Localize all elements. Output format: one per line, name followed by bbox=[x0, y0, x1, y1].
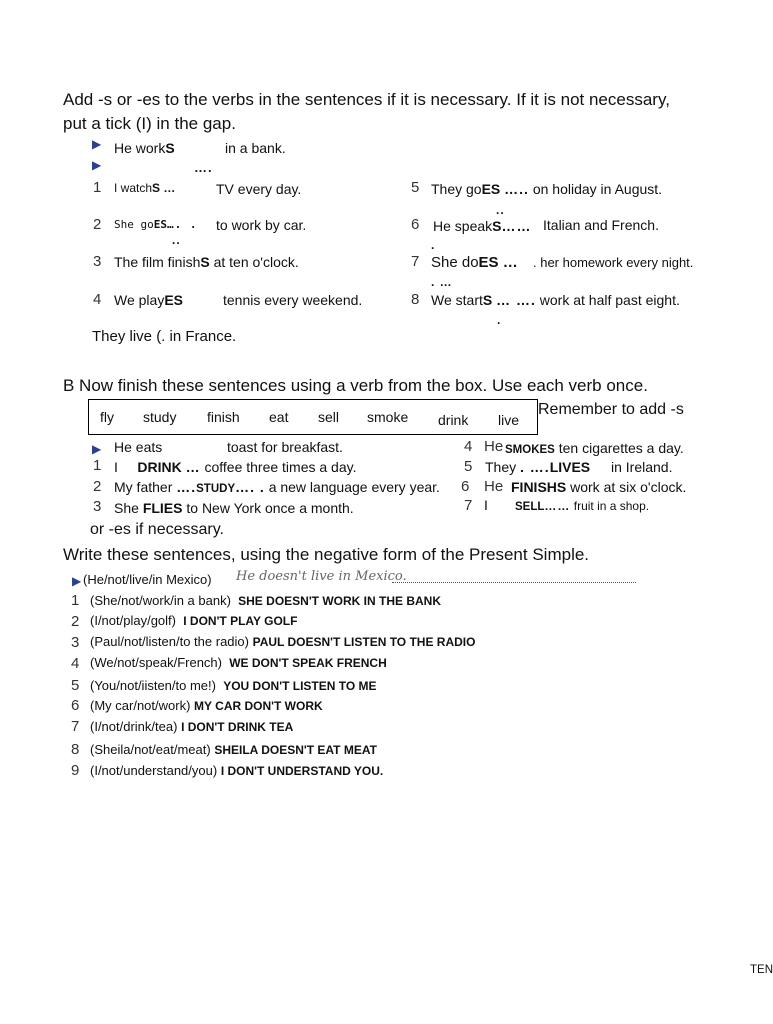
c-item-4: (We/not/speak/French) WE DON'T SPEAK FRENCH bbox=[90, 655, 387, 670]
a-item-7-rest: . her homework every night. bbox=[533, 255, 694, 270]
item-number: 7 bbox=[464, 497, 473, 514]
item-number: 5 bbox=[411, 179, 420, 196]
a-extra-line: They live (. in France. bbox=[92, 328, 237, 345]
item-number: 3 bbox=[93, 498, 102, 515]
a-item-3: The film finishS at ten o'clock. bbox=[114, 254, 299, 270]
a-item-1: I watchS … bbox=[114, 181, 177, 195]
item-number: 3 bbox=[93, 253, 102, 270]
a-item-5: They goES ….. on holiday in August. bbox=[431, 181, 663, 197]
item-number: 8 bbox=[71, 741, 80, 758]
a-item-8: We startS … …. work at half past eight. bbox=[431, 292, 680, 308]
item-number: 9 bbox=[71, 762, 80, 779]
section-a-instruction-2: put a tick (I) in the gap. bbox=[63, 114, 236, 133]
verb-sell: sell bbox=[318, 409, 340, 425]
b-item-7-lead: I bbox=[484, 497, 488, 513]
footer-text: TEN bbox=[750, 964, 773, 976]
a-item-6: He speakS…… bbox=[433, 218, 532, 234]
c-item-6: (My car/not/work) MY CAR DON'T WORK bbox=[90, 698, 323, 713]
b-item-1: I DRINK … coffee three times a day. bbox=[114, 459, 357, 475]
verb-study: study bbox=[143, 409, 177, 425]
item-number: 7 bbox=[411, 253, 420, 270]
item-number: 1 bbox=[71, 592, 80, 609]
c-item-8: (Sheila/not/eat/meat) SHEILA DOESN'T EAT MEAT bbox=[90, 742, 377, 757]
c-item-9: (I/not/understand/you) I DON'T UNDERSTAND YOU. bbox=[90, 763, 384, 778]
a-item-7-mark: . … bbox=[431, 275, 453, 289]
b-item-4: SMOKES ten cigarettes a day. bbox=[505, 440, 684, 456]
bullet-arrow-icon: ▶ bbox=[72, 574, 82, 588]
a-item-7: She doES … bbox=[431, 254, 519, 271]
item-number: 6 bbox=[71, 697, 80, 714]
a-item-6-mark: . bbox=[431, 238, 436, 252]
item-number: 1 bbox=[93, 457, 102, 474]
b-item-5-rest: in Ireland. bbox=[611, 459, 673, 475]
bullet-arrow-icon: ▶ bbox=[92, 158, 102, 172]
item-number: 6 bbox=[461, 478, 470, 495]
item-number: 2 bbox=[71, 613, 80, 630]
item-number: 2 bbox=[93, 216, 102, 233]
b-example-rest: toast for breakfast. bbox=[227, 439, 343, 455]
a-item-5-mark: .. bbox=[496, 203, 505, 217]
a-item-2-mark: .. bbox=[172, 233, 181, 247]
c-example-answer: He doesn't live in Mexico. bbox=[236, 569, 407, 584]
c-item-7: (I/not/drink/tea) I DON'T DRINK TEA bbox=[90, 719, 294, 734]
c-example-prompt: (He/not/live/in Mexico) bbox=[83, 572, 212, 587]
answer-dotted-line bbox=[392, 582, 636, 583]
verb-eat: eat bbox=[269, 409, 289, 425]
section-a-instruction-1: Add -s or -es to the verbs in the sentences if it is necessary. If it is not necessary, bbox=[63, 90, 670, 109]
item-number: 4 bbox=[93, 291, 102, 308]
c-item-3: (Paul/not/listen/to the radio) PAUL DOESN'T LISTEN TO THE RADIO bbox=[90, 634, 476, 649]
b-item-2: My father ….STUDY…. . a new language every year. bbox=[114, 479, 440, 495]
a-item-8-mark: . bbox=[497, 313, 502, 327]
b-item-6-lead: He bbox=[484, 478, 504, 495]
remember-note-2: or -es if necessary. bbox=[90, 521, 224, 538]
remember-note: Remember to add -s bbox=[538, 401, 684, 418]
a-item-4: We playES bbox=[114, 292, 184, 308]
b-item-5: They . ….LIVES bbox=[485, 459, 591, 475]
item-number: 4 bbox=[464, 438, 473, 455]
item-number: 7 bbox=[71, 718, 80, 735]
c-item-2: (I/not/play/golf) I DON'T PLAY GOLF bbox=[90, 613, 298, 628]
b-item-3: She FLIES to New York once a month. bbox=[114, 500, 354, 516]
a-item-1-rest: TV every day. bbox=[216, 181, 302, 197]
b-item-6: FINISHS work at six o'clock. bbox=[511, 479, 687, 495]
section-b-instruction: B Now finish these sentences using a verb from the box. Use each verb once. bbox=[63, 376, 648, 395]
example-a-1: He workS bbox=[114, 140, 175, 156]
item-number: 2 bbox=[93, 478, 102, 495]
item-number: 5 bbox=[464, 458, 473, 475]
item-number: 4 bbox=[71, 655, 80, 672]
item-number: 1 bbox=[93, 179, 102, 196]
item-number: 5 bbox=[71, 677, 80, 694]
verb-live: live bbox=[498, 412, 520, 428]
b-example: He eats bbox=[114, 439, 163, 455]
a-item-2: She goES…. . bbox=[114, 218, 198, 231]
c-item-5: (You/not/iisten/to me!) YOU DON'T LISTEN TO ME bbox=[90, 678, 377, 693]
verb-finish: finish bbox=[207, 409, 240, 425]
item-number: 3 bbox=[71, 634, 80, 651]
a-item-6-rest: Italian and French. bbox=[543, 217, 659, 233]
verb-fly: fly bbox=[100, 409, 114, 425]
example-a-2-mark: …. bbox=[194, 160, 213, 175]
bullet-arrow-icon: ▶ bbox=[92, 442, 102, 456]
item-number: 6 bbox=[411, 216, 420, 233]
b-item-7: SELL…… fruit in a shop. bbox=[515, 499, 650, 513]
a-item-4-rest: tennis every weekend. bbox=[223, 292, 363, 308]
verb-smoke: smoke bbox=[367, 409, 409, 425]
b-item-4-lead: He bbox=[484, 438, 504, 455]
a-item-2-rest: to work by car. bbox=[216, 217, 307, 233]
example-a-1-rest: in a bank. bbox=[225, 140, 286, 156]
item-number: 8 bbox=[411, 291, 420, 308]
c-item-1: (She/not/work/in a bank) SHE DOESN'T WORK IN THE BANK bbox=[90, 593, 441, 608]
bullet-arrow-icon: ▶ bbox=[92, 137, 102, 151]
section-c-instruction: Write these sentences, using the negative form of the Present Simple. bbox=[63, 545, 590, 564]
verb-drink: drink bbox=[438, 412, 469, 428]
